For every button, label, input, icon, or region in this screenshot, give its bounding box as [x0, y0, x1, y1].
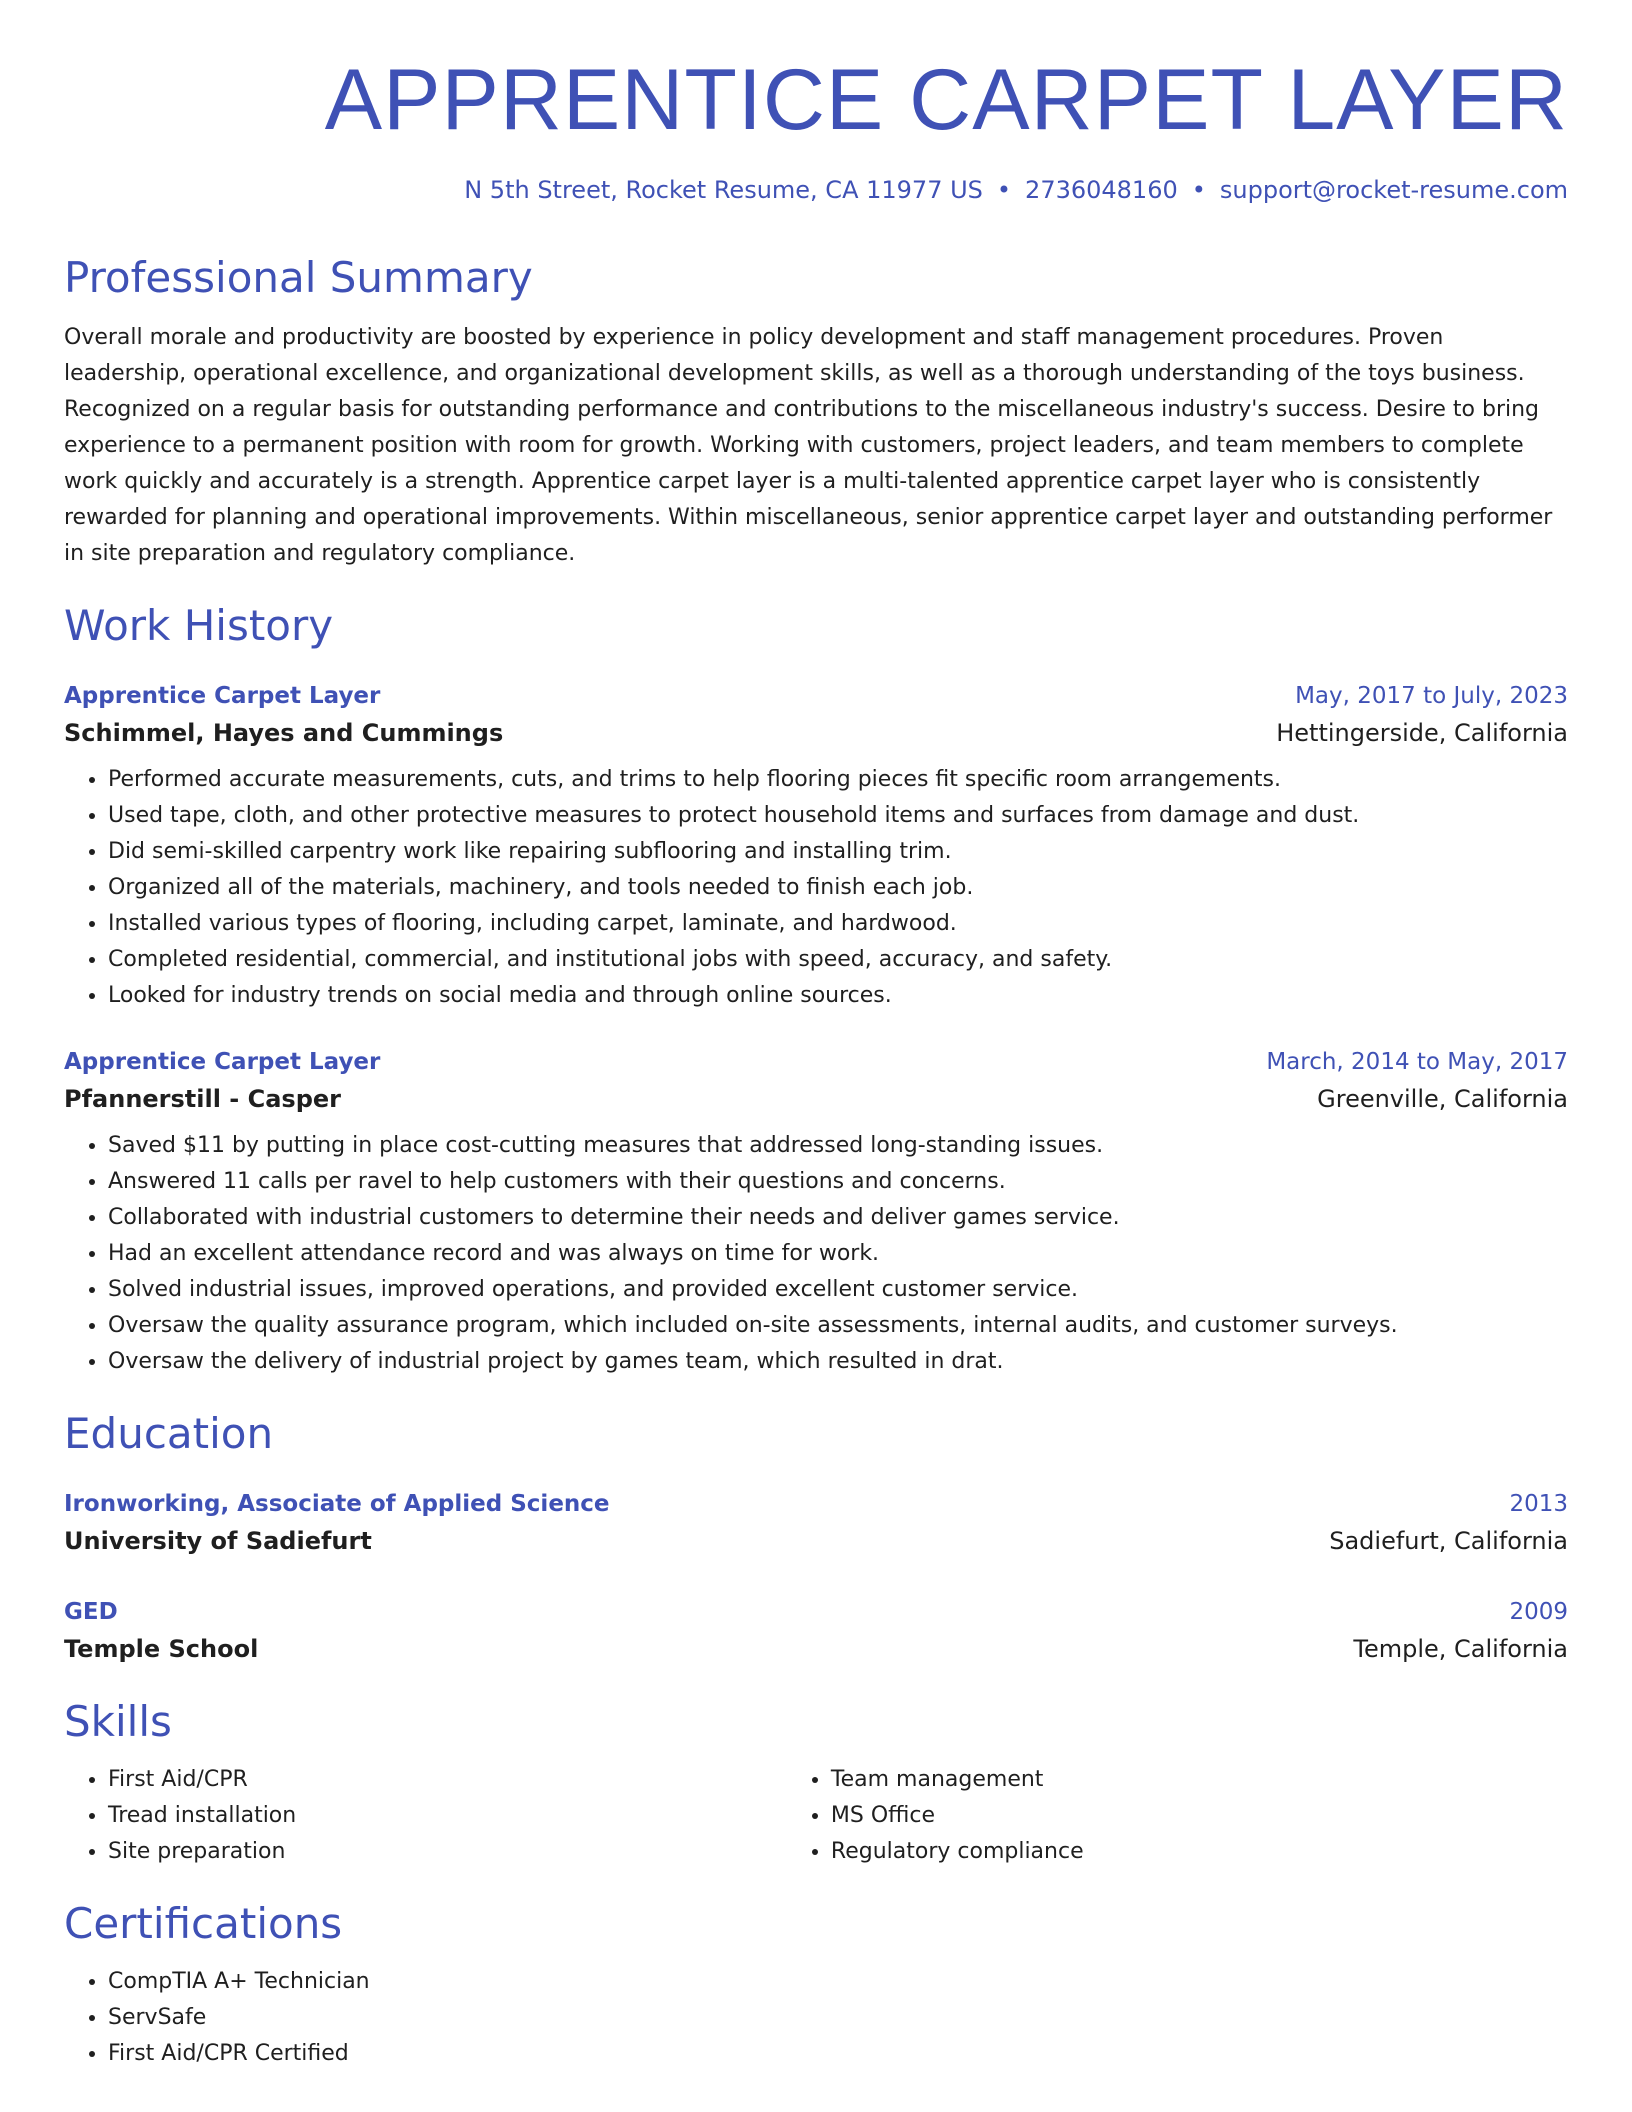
section-skills — [64, 1696, 1568, 1870]
job-entry — [64, 1044, 1568, 1380]
list-item: • Performed accurate measurements, cuts, and trims to help flooring pieces fit specific room arrangements. — [108, 762, 1568, 798]
education-entry — [64, 1486, 1568, 1560]
skill-item: • Tread installation — [108, 1798, 787, 1834]
contact-address: N 5th Street, Rocket Resume, CA 11977 US — [464, 176, 983, 204]
certification-item: • CompTIA A+ Technician — [108, 1964, 1568, 2000]
job-bullets — [64, 1128, 1568, 1380]
section-title-certifications: Certifications — [64, 1899, 343, 1948]
certification-item: • ServSafe — [108, 2000, 1568, 2036]
education-school: Temple School — [64, 1635, 259, 1663]
contact-line — [64, 176, 1568, 204]
job-company: Pfannerstill - Casper — [64, 1085, 342, 1113]
skill-item: • Team management — [831, 1762, 1568, 1798]
list-item: • Used tape, cloth, and other protective measures to protect household items and surfaces from damage and dust. — [108, 798, 1568, 834]
section-title-summary: Professional Summary — [64, 253, 533, 302]
job-title: Apprentice Carpet Layer — [64, 683, 381, 709]
list-item: • Saved $11 by putting in place cost-cutting measures that addressed long-standing issues. — [108, 1128, 1568, 1164]
education-degree: GED — [64, 1599, 118, 1625]
list-item: • Completed residential, commercial, and institutional jobs with speed, accuracy, and safety. — [108, 942, 1568, 978]
list-item: • Oversaw the quality assurance program, which included on-site assessments, internal audits, and customer surveys. — [108, 1308, 1568, 1344]
contact-email[interactable]: support@rocket-resume.com — [1219, 176, 1568, 204]
list-item: • Solved industrial issues, improved operations, and provided excellent customer service. — [108, 1272, 1568, 1308]
job-dates: March, 2014 to May, 2017 — [1266, 1049, 1568, 1075]
education-degree: Ironworking, Associate of Applied Science — [64, 1491, 610, 1517]
skills-list-left — [64, 1762, 787, 1870]
skill-item: • MS Office — [831, 1798, 1568, 1834]
job-dates: May, 2017 to July, 2023 — [1295, 683, 1568, 709]
skill-item: • Site preparation — [108, 1834, 787, 1870]
skill-item: • Regulatory compliance — [831, 1834, 1568, 1870]
job-location: Greenville, California — [1317, 1085, 1568, 1113]
education-location: Temple, California — [1353, 1635, 1568, 1663]
list-item: • Oversaw the delivery of industrial project by games team, which resulted in drat. — [108, 1344, 1568, 1380]
job-company: Schimmel, Hayes and Cummings — [64, 719, 504, 747]
contact-phone: 2736048160 — [1025, 176, 1178, 204]
section-title-work-history: Work History — [64, 601, 334, 650]
list-item: • Collaborated with industrial customers to determine their needs and deliver games service. — [108, 1200, 1568, 1236]
section-education — [64, 1408, 1568, 1668]
certifications-list — [64, 1964, 1568, 2072]
certification-item: • First Aid/CPR Certified — [108, 2036, 1568, 2072]
education-year: 2009 — [1509, 1599, 1568, 1625]
resume-page — [64, 0, 1568, 2072]
section-certifications — [64, 1898, 1568, 2072]
section-title-skills: Skills — [64, 1697, 172, 1746]
skill-item: • First Aid/CPR — [108, 1762, 787, 1798]
list-item: • Had an excellent attendance record and was always on time for work. — [108, 1236, 1568, 1272]
summary-text: Overall morale and productivity are boosted by experience in policy development and staff management procedures. Proven leadership, operational excellence, and organizational development skills, as well as a thorough understanding of the toys business. Recognized on a regular basis for outstanding performance and contributions to the miscellaneous industry's success. Desire to bring experience to a permanent position with room for growth. Working with customers, project leaders, and team members to complete work quickly and accurately is a strength. Apprentice carpet layer is a multi-talented apprentice carpet layer who is consistently rewarded for planning and operational improvements. Within miscellaneous, senior apprentice carpet layer and outstanding performer in site preparation and regulatory compliance. — [64, 325, 1553, 566]
contact-separator: • — [996, 176, 1012, 204]
job-bullets — [64, 762, 1568, 1014]
job-location: Hettingerside, California — [1276, 719, 1568, 747]
job-entry — [64, 678, 1568, 1014]
list-item: • Did semi-skilled carpentry work like repairing subflooring and installing trim. — [108, 834, 1568, 870]
section-work-history — [64, 600, 1568, 1380]
education-year: 2013 — [1509, 1491, 1568, 1517]
contact-separator: • — [1191, 176, 1206, 204]
list-item: • Installed various types of flooring, including carpet, laminate, and hardwood. — [108, 906, 1568, 942]
section-title-education: Education — [64, 1409, 274, 1458]
education-school: University of Sadiefurt — [64, 1527, 372, 1555]
education-entry — [64, 1594, 1568, 1668]
education-location: Sadiefurt, California — [1329, 1527, 1568, 1555]
list-item: • Looked for industry trends on social media and through online sources. — [108, 978, 1568, 1014]
skills-list-right — [787, 1762, 1568, 1870]
job-title: Apprentice Carpet Layer — [64, 1049, 381, 1075]
candidate-name: APPRENTICE CARPET LAYER — [324, 52, 1568, 148]
skills-columns — [64, 1762, 1568, 1870]
list-item: • Organized all of the materials, machinery, and tools needed to finish each job. — [108, 870, 1568, 906]
list-item: • Answered 11 calls per ravel to help customers with their questions and concerns. — [108, 1164, 1568, 1200]
